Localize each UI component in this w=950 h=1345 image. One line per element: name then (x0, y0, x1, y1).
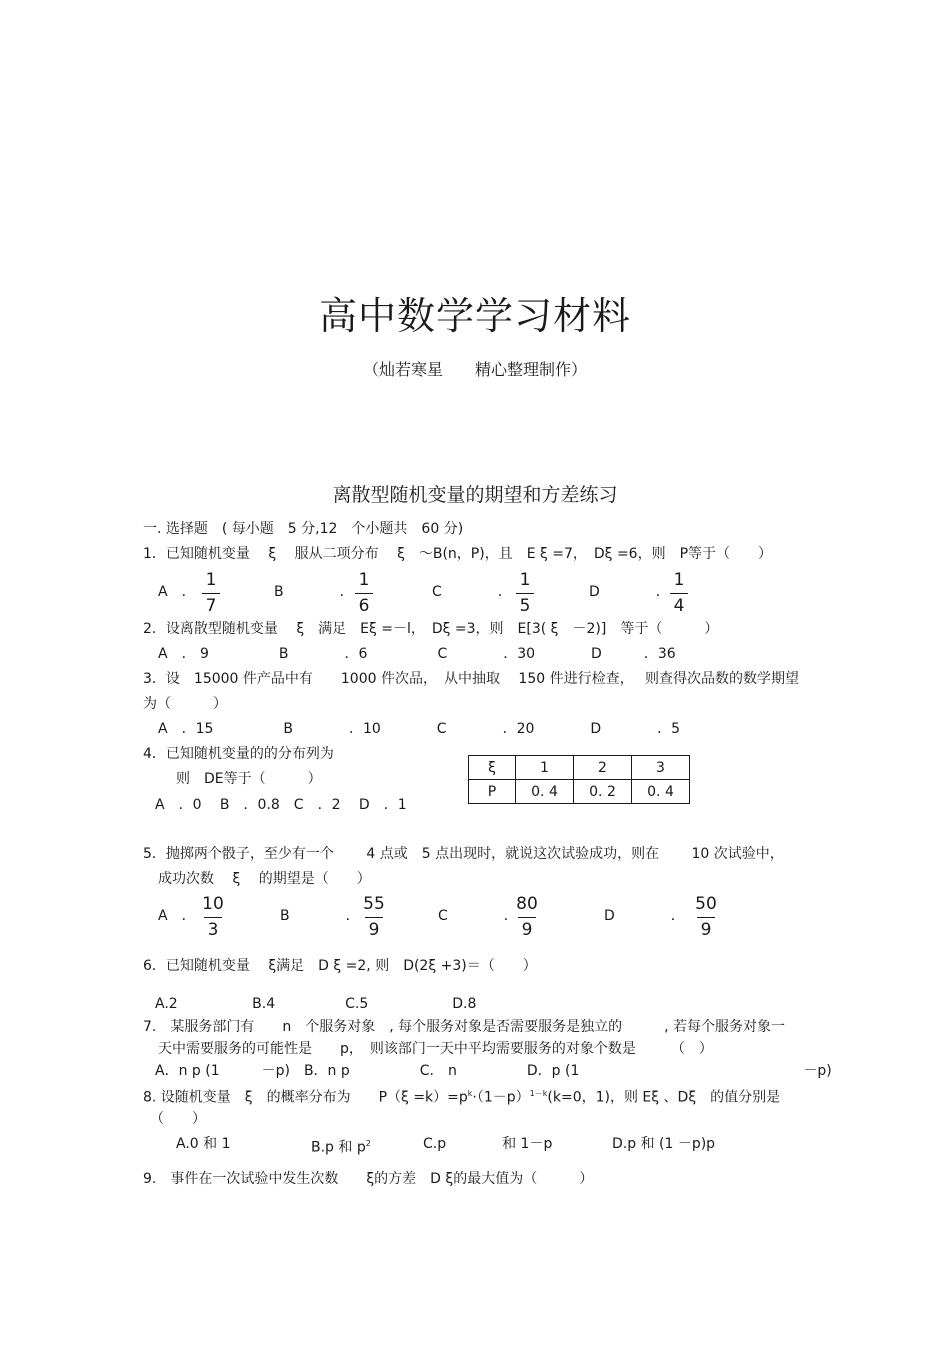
q8-option-a: A.0 和 1 (176, 1136, 231, 1152)
question-7-options: A．n p (1 －p) B．n p C. n D．p (1 －p) (155, 1063, 832, 1079)
question-2-stem: 2．设离散型随机变量 ξ 满足 Eξ =－l， Dξ =3，则 E[3( ξ －2)] 等于（ ） (143, 621, 719, 637)
question-2-options: A ． 9 B ．6 C ．30 D ．36 (158, 646, 676, 662)
q1-label-a: A ． (158, 584, 196, 600)
question-3-options: A ．15 B ．10 C ．20 D ．5 (158, 721, 681, 737)
question-4-stem-cont: 则 DE等于（ ） (176, 771, 322, 787)
table-cell: 0. 4 (516, 780, 574, 804)
q8-stem-part: (k=0，1)，则 Eξ 、Dξ 的值分别是 (547, 1089, 781, 1106)
numerator: 1 (358, 570, 370, 590)
table-row (469, 756, 690, 780)
q8-option-c: C.p 和 1－p (423, 1136, 553, 1152)
question-8-stem (143, 1085, 780, 1107)
numerator: 50 (695, 894, 717, 914)
q5-option-b-fraction (359, 894, 389, 941)
question-7-stem-cont: 天中需要服务的可能性是 p， 则该部门一天中平均需要服务的对象个数是 （ ） (158, 1041, 713, 1057)
table-cell: ξ (469, 756, 516, 780)
denominator: 7 (205, 596, 217, 616)
fraction-bar (697, 917, 715, 918)
denominator: 9 (700, 920, 712, 940)
fraction-bar (516, 593, 534, 594)
denominator: 5 (519, 596, 531, 616)
table-cell: 0. 4 (632, 780, 690, 804)
denominator: 9 (368, 920, 380, 940)
q1-option-d-fraction (664, 570, 694, 617)
fraction-bar (670, 593, 688, 594)
fraction-bar (202, 593, 220, 594)
table-cell: 0. 2 (574, 780, 632, 804)
question-7-stem: 7. 某服务部门有 n 个服务对象 , 每个服务对象是否需要服务是独立的 , 若每个服务对象一 (143, 1019, 786, 1035)
fraction-bar (355, 593, 373, 594)
question-4-options: A ．0 B ．0.8 C ．2 D ．1 (155, 797, 407, 813)
q5-label-a: A ． (158, 908, 196, 924)
denominator: 9 (521, 920, 533, 940)
q1-label-d: D ． (589, 584, 670, 600)
question-4-stem: 4．已知随机变量的的分布列为 (143, 746, 334, 762)
q1-label-c: C ． (432, 584, 512, 600)
question-8-stem-cont: （ ） (150, 1111, 206, 1127)
q1-label-b: B ． (274, 584, 354, 600)
question-9-stem: 9. 事件在一次试验中发生次数 ξ的方差 D ξ的最大值为（ ） (143, 1171, 594, 1187)
q5-label-d: D ． (604, 908, 685, 924)
question-6-options: A.2 B.4 C.5 D.8 (155, 996, 477, 1012)
denominator: 4 (673, 596, 685, 616)
q5-label-c: C ． (438, 908, 518, 924)
question-5-stem: 5．抛掷两个骰子，至少有一个 4 点或 5 点出现时，就说这次试验成功，则在 10 次试验中， (143, 846, 784, 862)
table-cell: P (469, 780, 516, 804)
fraction-bar (518, 917, 536, 918)
q8-superscript: k (467, 1089, 473, 1098)
question-3-stem: 3．设 15000 件产品中有 1000 件次品， 从中抽取 150 件进行检查， 则查得次品数的数学期望 (143, 671, 800, 687)
numerator: 55 (363, 894, 385, 914)
numerator: 1 (205, 570, 217, 590)
distribution-table (468, 755, 690, 804)
numerator: 80 (516, 894, 538, 914)
q8-option-d: D.p 和 (1 －p)p (612, 1136, 716, 1152)
page-title: 高中数学学习材料 (318, 294, 631, 338)
q5-option-a-fraction (198, 894, 228, 941)
question-1-stem: 1．已知随机变量 ξ 服从二项分布 ξ ～B(n，P)，且 E ξ =7， Dξ =6，则 P等于（ ） (143, 546, 773, 562)
question-6-stem: 6．已知随机变量 ξ满足 D ξ =2, 则 D(2ξ +3)＝（ ） (143, 958, 537, 974)
fraction-bar (365, 917, 383, 918)
q5-option-c-fraction (512, 894, 542, 941)
section-heading: 一. 选择题 ( 每小题 5 分,12 个小题共 60 分) (143, 521, 464, 537)
table-cell: 1 (516, 756, 574, 780)
q8-option-b-exponent: 2 (365, 1139, 371, 1148)
q8-stem-part: ·（1－p） (472, 1089, 530, 1106)
q8-superscript: 1－k (529, 1089, 548, 1098)
q8-stem-part: 8. 设随机变量 ξ 的概率分布为 P（ξ =k）=p (143, 1089, 468, 1106)
numerator: 10 (202, 894, 224, 914)
denominator: 3 (207, 920, 219, 940)
fraction-bar (204, 917, 222, 918)
q5-option-d-fraction (691, 894, 721, 941)
table-row (469, 780, 690, 804)
question-3-stem-cont: 为（ ） (143, 696, 227, 712)
q1-option-b-fraction (349, 570, 379, 617)
q5-label-b: B ． (280, 908, 360, 924)
page-subtitle: （灿若寒星 精心整理制作） (362, 360, 587, 379)
q1-option-a-fraction (196, 570, 226, 617)
question-5-stem-cont: 成功次数 ξ 的期望是（ ） (158, 871, 371, 887)
table-cell: 2 (574, 756, 632, 780)
numerator: 1 (519, 570, 531, 590)
table-cell: 3 (632, 756, 690, 780)
exercise-title: 离散型随机变量的期望和方差练习 (332, 484, 618, 506)
q8-option-b (311, 1135, 371, 1157)
q1-option-c-fraction (510, 570, 540, 617)
q8-option-b-text: B.p 和 p (311, 1139, 366, 1156)
denominator: 6 (358, 596, 370, 616)
numerator: 1 (673, 570, 685, 590)
